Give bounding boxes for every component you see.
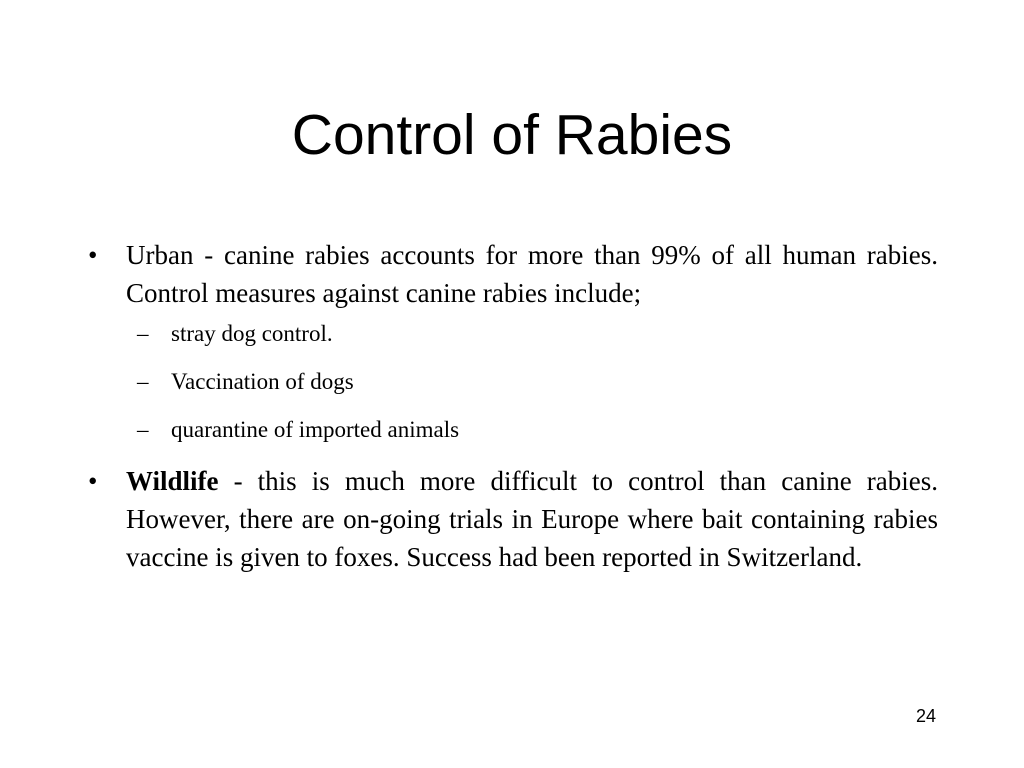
bullet-text: - this is much more difficult to control than canine rabies. However, there are on-going trials in Europe where bait containing rabies vaccine is given to foxes. Success had been reported in Switzerland. bbox=[126, 466, 938, 572]
sub-bullet-vaccination bbox=[88, 366, 938, 398]
bullet-marker: • bbox=[88, 240, 98, 270]
bullet-text: Urban - canine rabies accounts for more than 99% of all human rabies. Control measures against canine rabies include; bbox=[126, 240, 938, 308]
sub-bullet-text: quarantine of imported animals bbox=[171, 417, 460, 442]
slide-title: Control of Rabies bbox=[291, 103, 733, 167]
slide-content bbox=[88, 236, 938, 576]
bullet-urban bbox=[88, 236, 938, 312]
sub-bullet-quarantine bbox=[88, 414, 938, 446]
sub-bullet-text: stray dog control. bbox=[171, 321, 333, 346]
sub-bullet-text: Vaccination of dogs bbox=[171, 369, 354, 394]
sub-bullet-marker: – bbox=[137, 321, 149, 346]
bullet-wildlife bbox=[88, 462, 938, 576]
bullet-bold-lead: Wildlife bbox=[126, 466, 219, 496]
slide-number: 24 bbox=[915, 706, 936, 726]
sub-bullet-stray-dog-control bbox=[88, 318, 938, 350]
bullet-marker: • bbox=[88, 466, 98, 496]
sub-bullet-marker: – bbox=[137, 417, 149, 442]
control-measures-list bbox=[88, 318, 938, 446]
sub-bullet-marker: – bbox=[137, 369, 149, 394]
